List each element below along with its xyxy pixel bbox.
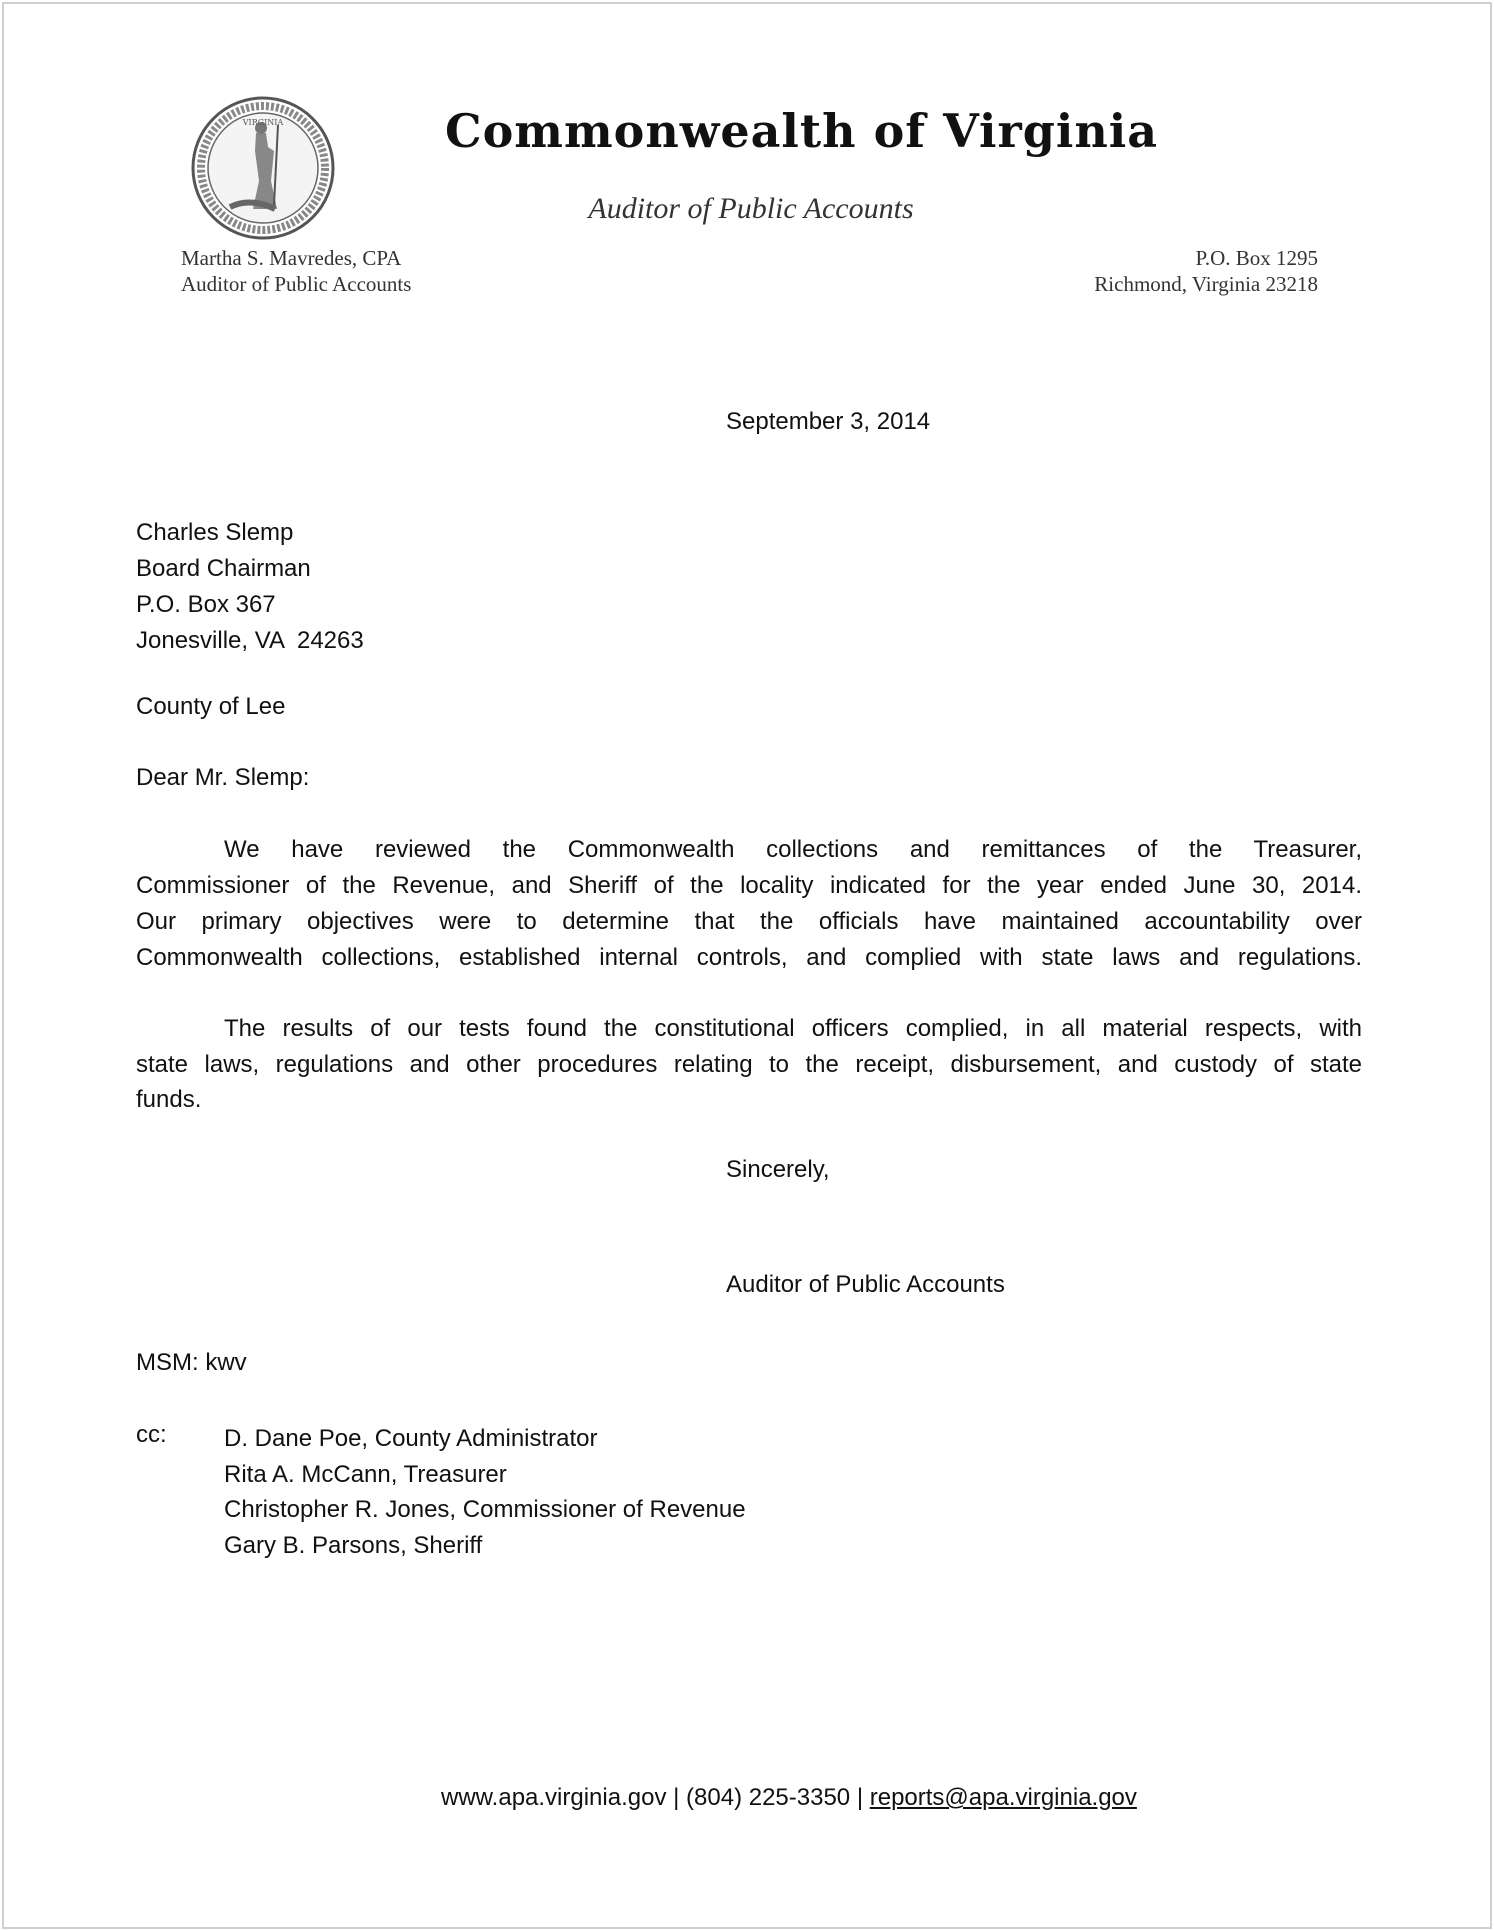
signature: Auditor of Public Accounts: [726, 1271, 1005, 1298]
cc-item: Christopher R. Jones, Commissioner of Revenue: [224, 1496, 746, 1523]
website-link[interactable]: www.apa.virginia.gov: [441, 1784, 667, 1811]
letter-page: [2, 2, 1492, 1929]
closing: Sincerely,: [726, 1156, 830, 1183]
initials: MSM: kwv: [136, 1349, 247, 1376]
cc-item: D. Dane Poe, County Administrator: [224, 1425, 598, 1452]
auditor-name-block: [181, 245, 411, 297]
paragraph-line: Our primary objectives were to determine that the officials have maintained accountability over: [136, 908, 1362, 935]
city-state-zip: Richmond, Virginia 23218: [1094, 272, 1318, 296]
footer: [441, 1784, 1137, 1812]
phone-number: (804) 225-3350: [686, 1784, 851, 1811]
salutation: Dear Mr. Slemp:: [136, 764, 310, 791]
email-link[interactable]: reports@apa.virginia.gov: [869, 1784, 1137, 1811]
separator: |: [673, 1784, 680, 1811]
separator: |: [856, 1784, 864, 1811]
auditor-title: Auditor of Public Accounts: [181, 272, 412, 296]
paragraph-line: state laws, regulations and other procedures relating to the receipt, disbursement, and custody of state: [136, 1051, 1362, 1078]
auditor-name: Martha S. Mavredes, CPA: [181, 246, 402, 270]
svg-text:VIRGINIA: VIRGINIA: [242, 118, 284, 127]
paragraph-line: Commissioner of the Revenue, and Sheriff of the locality indicated for the year ended June 30, 2014.: [136, 872, 1362, 899]
virginia-seal-icon: [190, 95, 336, 241]
recipient-name: Charles Slemp: [136, 519, 294, 546]
letterhead-subtitle: Auditor of Public Accounts: [588, 192, 914, 225]
paragraph-line: We have reviewed the Commonwealth collections and remittances of the Treasurer,: [224, 836, 1362, 863]
cc-label: cc:: [136, 1421, 167, 1448]
recipient-city: Jonesville, VA 24263: [136, 627, 364, 654]
recipient-po-box: P.O. Box 367: [136, 591, 276, 618]
recipient-address: [136, 515, 364, 659]
cc-item: Gary B. Parsons, Sheriff: [224, 1531, 483, 1559]
cc-item: Rita A. McCann, Treasurer: [224, 1460, 507, 1488]
po-box: P.O. Box 1295: [1195, 246, 1318, 270]
locality: County of Lee: [136, 693, 286, 720]
letterhead-title: Commonwealth of Virginia: [445, 104, 1159, 158]
paragraph-line: funds.: [136, 1086, 202, 1113]
letter-date: September 3, 2014: [726, 408, 931, 435]
office-address-block: [1094, 245, 1318, 297]
cc-list: [224, 1421, 746, 1563]
recipient-title: Board Chairman: [136, 555, 311, 582]
paragraph-line: Commonwealth collections, established internal controls, and complied with state laws and regulations.: [136, 944, 1362, 971]
paragraph-line: The results of our tests found the constitutional officers complied, in all material respects, with: [224, 1015, 1362, 1042]
